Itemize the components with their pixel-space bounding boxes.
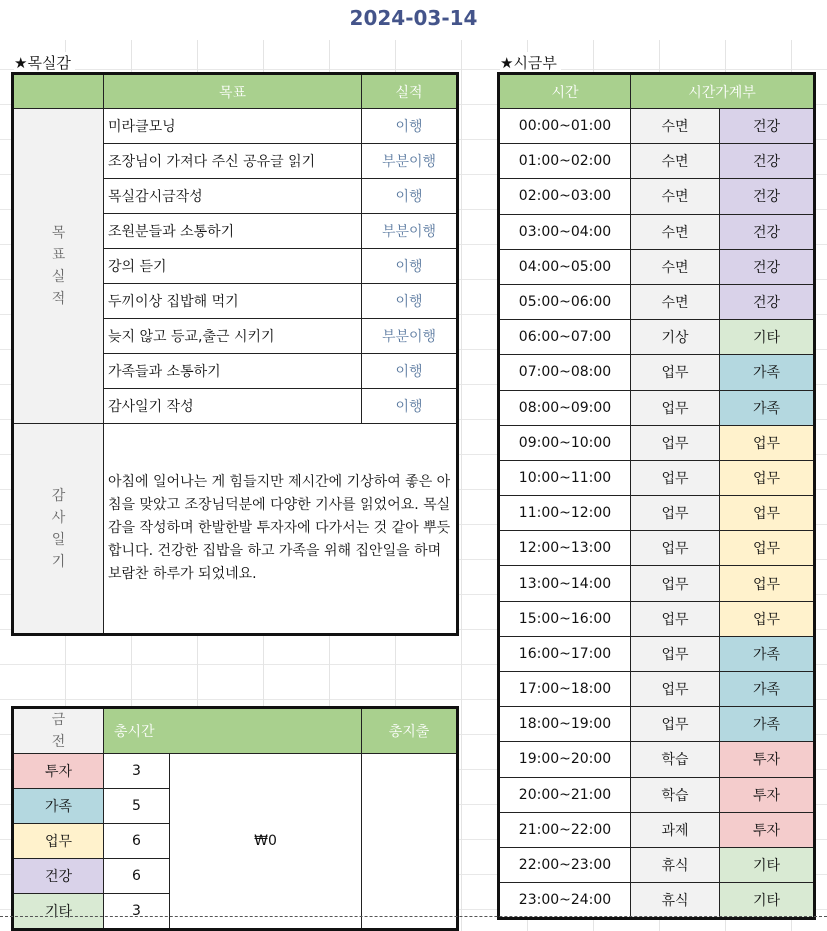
activity-cell[interactable]: 업무 (631, 355, 720, 390)
goal-cell[interactable]: 감사일기 작성 (104, 389, 362, 424)
time-row (500, 777, 814, 812)
result-cell[interactable]: 이행 (362, 354, 457, 389)
header-total-time: 총시간 (104, 709, 362, 754)
time-slot: 20:00~21:00 (500, 777, 631, 812)
activity-cell[interactable]: 업무 (631, 390, 720, 425)
time-slot: 23:00~24:00 (500, 883, 631, 918)
time-row (500, 566, 814, 601)
goal-cell[interactable]: 두끼이상 집밥해 먹기 (104, 284, 362, 319)
time-slot: 06:00~07:00 (500, 320, 631, 355)
time-row (500, 284, 814, 319)
mokshilgam-title: ★목실감 (14, 52, 75, 73)
activity-cell[interactable]: 휴식 (631, 847, 720, 882)
category-cell[interactable]: 건강 (720, 249, 814, 284)
header-blank (14, 75, 104, 109)
result-cell[interactable]: 이행 (362, 284, 457, 319)
category-cell[interactable]: 업무 (720, 460, 814, 495)
time-slot: 00:00~01:00 (500, 109, 631, 144)
activity-cell[interactable]: 과제 (631, 812, 720, 847)
header-result: 실적 (362, 75, 457, 109)
time-row (500, 249, 814, 284)
time-row (500, 144, 814, 179)
header-time: 시간 (500, 75, 631, 109)
time-slot: 13:00~14:00 (500, 566, 631, 601)
activity-cell[interactable]: 업무 (631, 460, 720, 495)
category-cell[interactable]: 건강 (720, 144, 814, 179)
result-cell[interactable]: 부분이행 (362, 319, 457, 354)
balance-hours[interactable]: 3 (104, 754, 170, 789)
time-slot: 10:00~11:00 (500, 460, 631, 495)
diary-text[interactable]: 아침에 일어나는 게 힘들지만 제시간에 기상하여 좋은 아침을 맞았고 조장님덕분에 다양한 기사를 읽었어요. 목실감을 작성하며 한발한발 투자자에 다가서는 것 같아 뿌듯합니다. 건강한 집밥을 하고 가족을 위해 집안일을 하며 보람찬 하루가 되었네요. (104, 424, 457, 634)
balance-category[interactable]: 투자 (14, 754, 104, 789)
goal-section-label: 목 표 실 적 (14, 109, 104, 424)
time-slot: 15:00~16:00 (500, 601, 631, 636)
balance-hours[interactable]: 3 (104, 894, 170, 929)
time-slot: 16:00~17:00 (500, 636, 631, 671)
category-cell[interactable]: 기타 (720, 320, 814, 355)
time-row (500, 601, 814, 636)
time-slot: 19:00~20:00 (500, 742, 631, 777)
time-row (500, 214, 814, 249)
time-row (500, 742, 814, 777)
category-cell[interactable]: 기타 (720, 883, 814, 918)
balance-row (14, 754, 457, 789)
time-row (500, 179, 814, 214)
category-cell[interactable]: 업무 (720, 496, 814, 531)
category-cell[interactable]: 투자 (720, 812, 814, 847)
time-slot: 12:00~13:00 (500, 531, 631, 566)
balance-category[interactable]: 가족 (14, 789, 104, 824)
category-cell[interactable]: 가족 (720, 390, 814, 425)
time-slot: 11:00~12:00 (500, 496, 631, 531)
category-cell[interactable]: 가족 (720, 355, 814, 390)
activity-cell[interactable]: 휴식 (631, 883, 720, 918)
time-slot: 07:00~08:00 (500, 355, 631, 390)
time-slot: 04:00~05:00 (500, 249, 631, 284)
time-row (500, 320, 814, 355)
activity-cell[interactable]: 수면 (631, 284, 720, 319)
activity-cell[interactable]: 업무 (631, 636, 720, 671)
category-cell[interactable]: 업무 (720, 566, 814, 601)
time-row (500, 883, 814, 918)
time-row (500, 812, 814, 847)
category-cell[interactable]: 건강 (720, 179, 814, 214)
header-goal: 목표 (104, 75, 362, 109)
activity-cell[interactable]: 업무 (631, 707, 720, 742)
page-break-line (0, 916, 827, 917)
time-slot: 03:00~04:00 (500, 214, 631, 249)
balance-category[interactable]: 업무 (14, 824, 104, 859)
category-cell[interactable]: 건강 (720, 284, 814, 319)
result-cell[interactable]: 부분이행 (362, 144, 457, 179)
category-cell[interactable]: 건강 (720, 109, 814, 144)
mokshilgam-table (13, 74, 457, 634)
activity-cell[interactable]: 업무 (631, 425, 720, 460)
goal-cell[interactable]: 가족들과 소통하기 (104, 354, 362, 389)
category-cell[interactable]: 투자 (720, 777, 814, 812)
time-row (500, 496, 814, 531)
total-spend-value[interactable]: ₩0 (170, 754, 362, 929)
time-row (500, 531, 814, 566)
header-total-spend: 총지출 (362, 709, 457, 754)
result-cell[interactable]: 이행 (362, 179, 457, 214)
diary-label: 감 사 일 기 (14, 424, 104, 634)
activity-cell[interactable]: 업무 (631, 601, 720, 636)
time-row (500, 109, 814, 144)
result-cell[interactable]: 이행 (362, 109, 457, 144)
time-slot: 09:00~10:00 (500, 425, 631, 460)
goal-cell[interactable]: 조장님이 가져다 주신 공유글 읽기 (104, 144, 362, 179)
category-cell[interactable]: 건강 (720, 214, 814, 249)
time-slot: 17:00~18:00 (500, 672, 631, 707)
activity-cell[interactable]: 학습 (631, 777, 720, 812)
geumjeon-label: 금 전 (14, 709, 104, 754)
time-row (500, 707, 814, 742)
sigeumbu-table (499, 74, 814, 918)
balance-hours[interactable]: 5 (104, 789, 170, 824)
time-slot: 21:00~22:00 (500, 812, 631, 847)
category-cell[interactable]: 업무 (720, 531, 814, 566)
time-slot: 18:00~19:00 (500, 707, 631, 742)
time-slot: 02:00~03:00 (500, 179, 631, 214)
time-slot: 01:00~02:00 (500, 144, 631, 179)
activity-cell[interactable]: 수면 (631, 109, 720, 144)
time-row (500, 355, 814, 390)
time-row (500, 390, 814, 425)
time-slot: 08:00~09:00 (500, 390, 631, 425)
result-cell[interactable]: 이행 (362, 249, 457, 284)
balance-category[interactable]: 기타 (14, 894, 104, 929)
time-slot: 22:00~23:00 (500, 847, 631, 882)
time-row (500, 460, 814, 495)
activity-cell[interactable]: 수면 (631, 214, 720, 249)
activity-cell[interactable]: 기상 (631, 320, 720, 355)
time-slot: 05:00~06:00 (500, 284, 631, 319)
activity-cell[interactable]: 수면 (631, 249, 720, 284)
balance-hours[interactable]: 6 (104, 824, 170, 859)
category-cell[interactable]: 가족 (720, 672, 814, 707)
goal-cell[interactable]: 목실감시금작성 (104, 179, 362, 214)
activity-cell[interactable]: 수면 (631, 144, 720, 179)
geumjeon-table (13, 708, 457, 929)
balance-category[interactable]: 건강 (14, 859, 104, 894)
category-cell[interactable]: 가족 (720, 636, 814, 671)
goal-cell[interactable]: 늦지 않고 등교,출근 시키기 (104, 319, 362, 354)
activity-cell[interactable]: 업무 (631, 496, 720, 531)
result-cell[interactable]: 이행 (362, 389, 457, 424)
goal-cell[interactable]: 미라클모닝 (104, 109, 362, 144)
time-row (500, 425, 814, 460)
activity-cell[interactable]: 학습 (631, 742, 720, 777)
category-cell[interactable]: 업무 (720, 601, 814, 636)
header-ledger: 시간가계부 (631, 75, 814, 109)
category-cell[interactable]: 기타 (720, 847, 814, 882)
result-cell[interactable]: 부분이행 (362, 214, 457, 249)
activity-cell[interactable]: 수면 (631, 179, 720, 214)
time-row (500, 847, 814, 882)
balance-hours[interactable]: 6 (104, 859, 170, 894)
category-cell[interactable]: 가족 (720, 707, 814, 742)
sigeumbu-title: ★시금부 (500, 52, 561, 73)
goal-cell[interactable]: 강의 듣기 (104, 249, 362, 284)
time-row (500, 636, 814, 671)
time-row (500, 672, 814, 707)
goal-cell[interactable]: 조원분들과 소통하기 (104, 214, 362, 249)
activity-cell[interactable]: 업무 (631, 566, 720, 601)
activity-cell[interactable]: 업무 (631, 531, 720, 566)
page-date: 2024-03-14 (0, 4, 827, 36)
activity-cell[interactable]: 업무 (631, 672, 720, 707)
goal-row (14, 109, 457, 144)
category-cell[interactable]: 업무 (720, 425, 814, 460)
category-cell[interactable]: 투자 (720, 742, 814, 777)
